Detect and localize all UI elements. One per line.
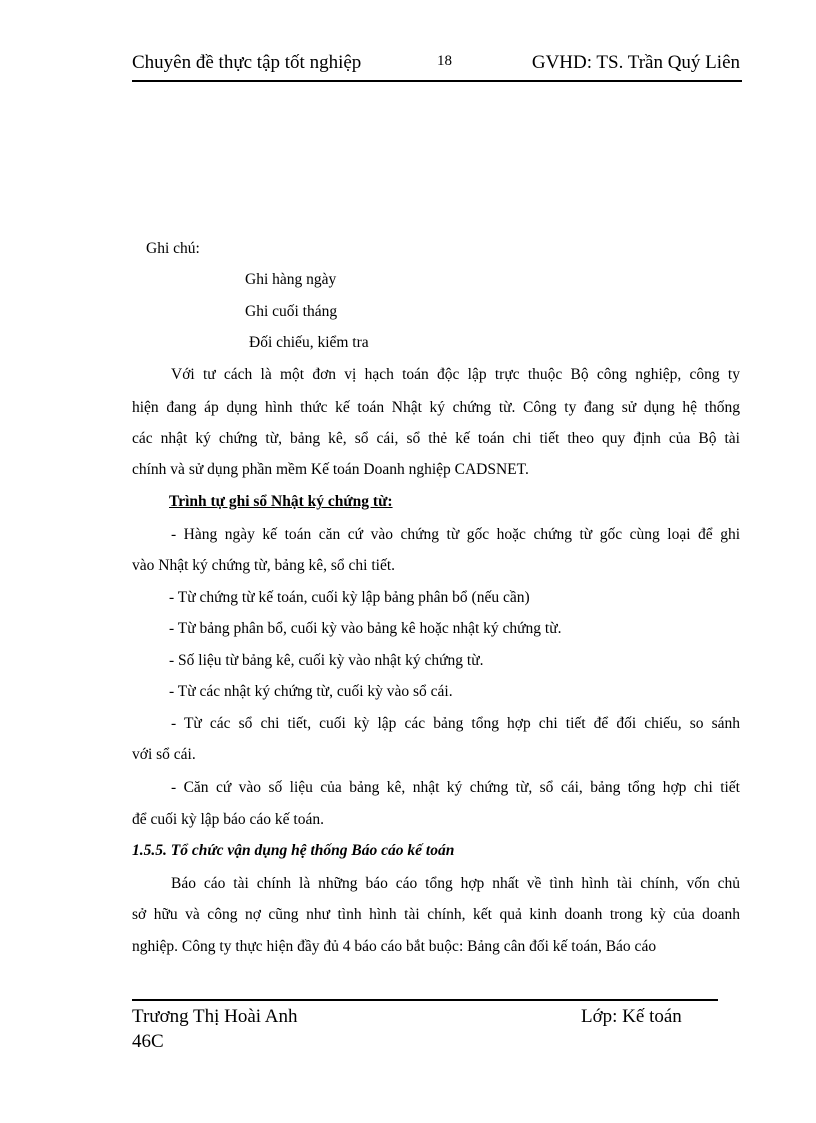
intro-line-4: chính và sử dụng phần mềm Kế toán Doanh nghiệp CADSNET. <box>132 461 529 478</box>
procedure-line-10: để cuối kỳ lập báo cáo kế toán. <box>132 811 324 828</box>
header-supervisor: GVHD: TS. Trần Quý Liên <box>531 52 740 73</box>
footer-class-code: 46C <box>132 1031 164 1052</box>
header-title: Chuyên đề thực tập tốt nghiệp <box>132 52 362 73</box>
procedure-line-3: - Từ chứng từ kế toán, cuối kỳ lập bảng phân bổ (nếu cần) <box>169 589 530 606</box>
legend-item-monthly: Ghi cuối tháng <box>245 303 338 320</box>
footer-class-label: Lớp: Kế toán <box>581 1006 682 1027</box>
section-line-1: Báo cáo tài chính là những báo cáo tổng hợp nhất về tình hình tài chính, vốn chủ <box>171 875 740 892</box>
footer-author-name: Trương Thị Hoài Anh <box>132 1006 298 1027</box>
procedure-line-2: vào Nhật ký chứng từ, bảng kê, sổ chi tiết. <box>132 557 396 574</box>
procedure-line-8: với sổ cái. <box>132 746 196 763</box>
intro-line-1: Với tư cách là một đơn vị hạch toán độc lập trực thuộc Bộ công nghiệp, công ty <box>171 366 740 383</box>
section-line-3: nghiệp. Công ty thực hiện đầy đủ 4 báo cáo bắt buộc: Bảng cân đối kế toán, Báo cáo <box>132 938 657 955</box>
procedure-heading: Trình tự ghi sổ Nhật ký chứng từ: <box>169 493 393 510</box>
page-number: 18 <box>437 53 452 69</box>
procedure-line-9: - Căn cứ vào số liệu của bảng kê, nhật ký chứng từ, sổ cái, bảng tổng hợp chi tiết <box>171 779 740 796</box>
intro-line-2: hiện đang áp dụng hình thức kế toán Nhật ký chứng từ. Công ty đang sử dụng hệ thống <box>132 399 740 416</box>
procedure-line-7: - Từ các sổ chi tiết, cuối kỳ lập các bảng tổng hợp chi tiết để đối chiếu, so sánh <box>171 715 740 732</box>
footer-rule <box>132 999 718 1001</box>
legend-item-daily: Ghi hàng ngày <box>245 271 337 288</box>
procedure-line-1: - Hàng ngày kế toán căn cứ vào chứng từ gốc hoặc chứng từ gốc cùng loại để ghi <box>171 526 740 543</box>
page-header <box>132 50 742 82</box>
procedure-line-5: - Số liệu từ bảng kê, cuối kỳ vào nhật ký chứng từ. <box>169 652 484 669</box>
procedure-line-4: - Từ bảng phân bổ, cuối kỳ vào bảng kê hoặc nhật ký chứng từ. <box>169 620 562 637</box>
procedure-line-6: - Từ các nhật ký chứng từ, cuối kỳ vào sổ cái. <box>169 683 453 700</box>
legend-title: Ghi chú: <box>146 240 200 257</box>
section-heading: 1.5.5. Tổ chức vận dụng hệ thống Báo cáo kế toán <box>132 842 455 859</box>
legend-item-reconcile: Đối chiếu, kiểm tra <box>249 334 369 351</box>
intro-line-3: các nhật ký chứng từ, bảng kê, sổ cái, sổ thẻ kế toán chi tiết theo quy định của Bộ tài <box>132 430 740 447</box>
section-line-2: sở hữu và công nợ cũng như tình hình tài chính, kết quả kinh doanh trong kỳ của doanh <box>132 906 740 923</box>
